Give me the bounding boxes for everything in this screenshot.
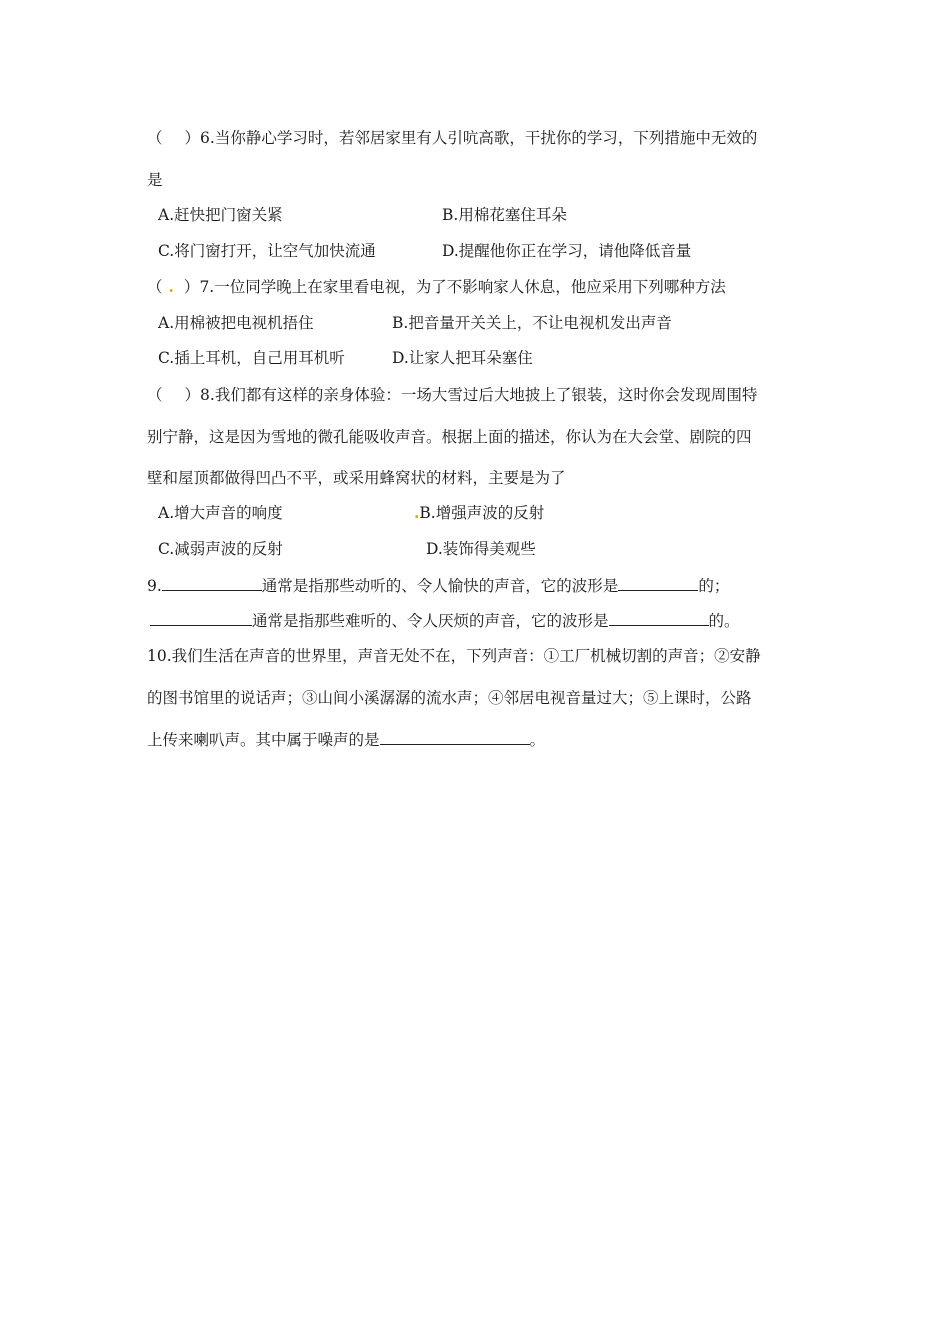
q7-option-d: D.让家人把耳朵塞住 xyxy=(392,349,533,367)
q6-option-a: A.赶快把门窗关紧 xyxy=(158,206,283,224)
q7-paren-close: ） xyxy=(183,278,200,296)
q8-paren-open: （ xyxy=(147,386,163,404)
q6-option-b: B.用棉花塞住耳朵 xyxy=(442,206,567,224)
q8-option-d: D.装饰得美观些 xyxy=(426,540,536,558)
q6-paren-open: （ xyxy=(147,129,163,147)
q8-paren-close: ） xyxy=(184,386,201,404)
q9-line1 xyxy=(147,575,729,596)
q6-stem-line2: 是 xyxy=(147,171,163,189)
q8-stem-line1 xyxy=(147,385,757,405)
q10-line3-end: 。 xyxy=(529,731,546,749)
q9-end1: 的； xyxy=(698,577,730,595)
q8-stem-line2: 别宁静，这是因为雪地的微孔能吸收声音。根据上面的描述，你认为在大会堂、剧院的四 xyxy=(147,428,752,446)
q8-option-a: A.增大声音的响度 xyxy=(158,504,283,522)
q9-line2 xyxy=(150,610,740,631)
q7-stem xyxy=(147,277,726,297)
q6-option-c: C.将门窗打开，让空气加快流通 xyxy=(158,242,376,260)
q10-line3 xyxy=(147,729,545,750)
q6-paren-close: ） xyxy=(184,129,201,147)
q9-blank-4[interactable] xyxy=(609,610,709,626)
q7-paren-open: （ xyxy=(147,278,163,296)
marker-dot: . xyxy=(168,277,174,296)
q9-end2: 的。 xyxy=(708,612,740,630)
q10-line1: 10.我们生活在声音的世界里，声音无处不在，下列声音：①工厂机械切割的声音；②安静 xyxy=(147,647,761,665)
q9-blank-1[interactable] xyxy=(162,575,262,591)
q10-line2: 的图书馆里的说话声；③山间小溪潺潺的流水声；④邻居电视音量过大；⑤上课时，公路 xyxy=(147,689,752,707)
q8-option-b: B.增强声波的反射 xyxy=(419,504,545,522)
q8-option-b-wrap xyxy=(414,503,544,523)
q9-part1: 通常是指那些动听的、令人愉快的声音，它的波形是 xyxy=(261,577,619,595)
q9-blank-2[interactable] xyxy=(618,575,698,591)
q6-stem-line1 xyxy=(147,128,757,148)
q9-blank-3[interactable] xyxy=(150,610,252,626)
q8-option-c: C.减弱声波的反射 xyxy=(158,540,283,558)
q8-stem-line3: 壁和屋顶都做得凹凸不平，或采用蜂窝状的材料，主要是为了 xyxy=(147,469,566,487)
q7-text: 7.一位同学晚上在家里看电视，为了不影响家人休息，他应采用下列哪种方法 xyxy=(199,278,726,296)
q9-part2: 通常是指那些难听的、令人厌烦的声音，它的波形是 xyxy=(252,612,609,630)
q6-text-line1: 6.当你静心学习时，若邻居家里有人引吭高歌，干扰你的学习，下列措施中无效的 xyxy=(200,129,758,147)
q7-option-a: A.用棉被把电视机捂住 xyxy=(158,314,314,332)
q9-number: 9. xyxy=(147,577,162,595)
q8-text-line1: 8.我们都有这样的亲身体验：一场大雪过后大地披上了银装，这时你会发现周围特 xyxy=(200,386,758,404)
q10-answer-blank[interactable] xyxy=(380,729,530,745)
q10-line3-start: 上传来喇叭声。其中属于噪声的是 xyxy=(147,731,380,749)
q7-option-b: B.把音量开关关上，不让电视机发出声音 xyxy=(392,314,672,332)
marker-dot: . xyxy=(414,503,420,522)
q6-option-d: D.提醒他你正在学习，请他降低音量 xyxy=(442,242,692,260)
q7-option-c: C.插上耳机，自己用耳机听 xyxy=(158,349,345,367)
